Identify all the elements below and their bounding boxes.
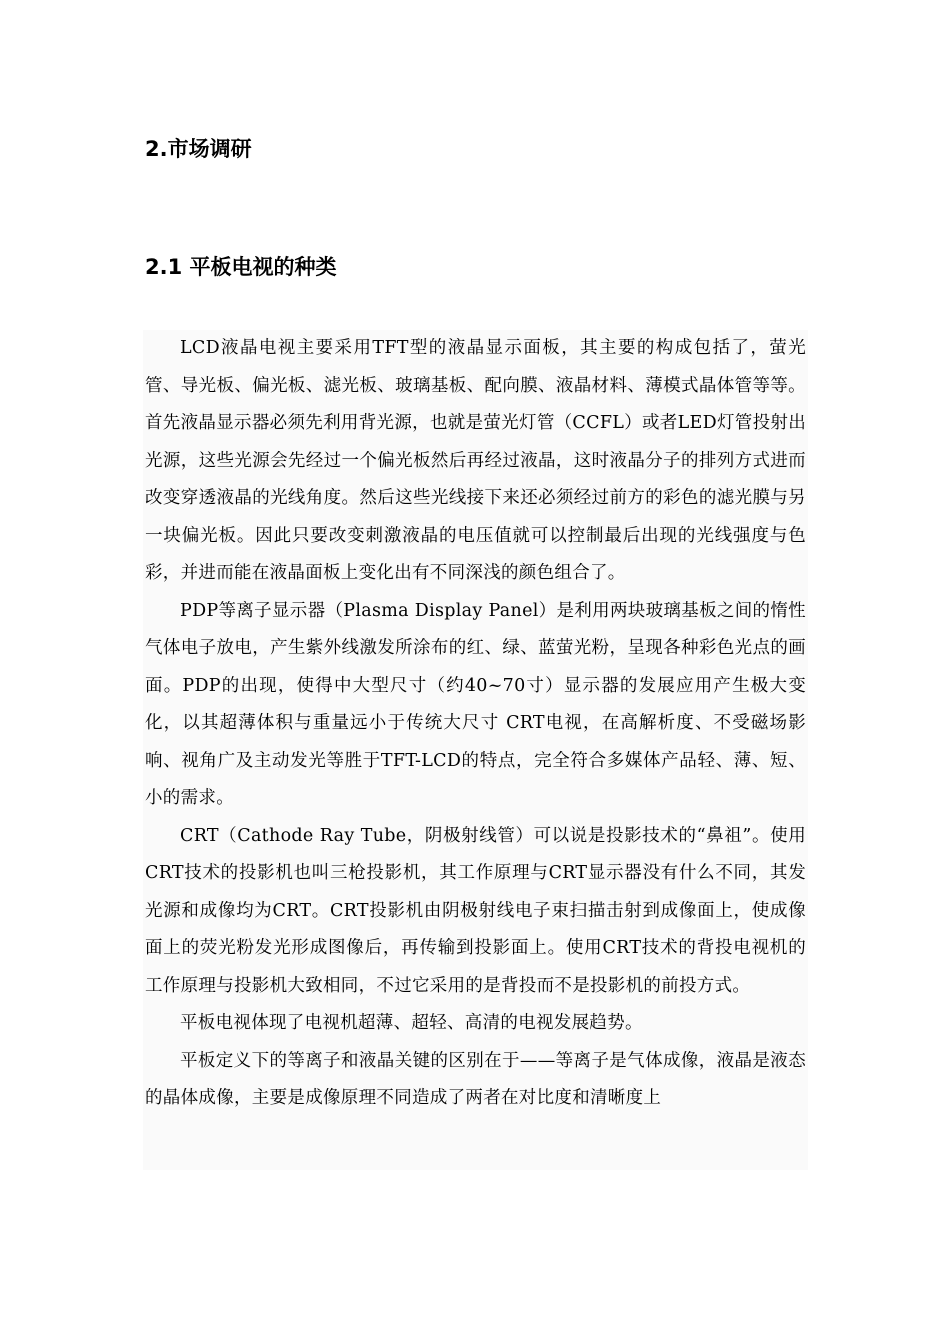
paragraph-trend: 平板电视体现了电视机超薄、超轻、高清的电视发展趋势。 <box>180 1013 643 1033</box>
paragraph-pdp: PDP等离子显示器（Plasma Display Panel）是利用两块玻璃基板之间的惰性气体电子放电，产生紫外线激发所涂布的红、绿、蓝萤光粉，呈现各种彩色光点的画面。PDP的出现，使得中大型尺寸（约40~70寸）显示器的发展应用产生极大变化，以其超薄体积与重量远小于传统大尺寸 CRT电视，在高解析度、不受磁场影响、视角广及主动发光等胜于TFT-LCD的特点，完全符合多媒体产品轻、薄、短、小的需求。 <box>145 600 806 808</box>
section-heading: 2.市场调研 <box>145 137 252 161</box>
paragraph-difference: 平板定义下的等离子和液晶关键的区别在于——等离子是气体成像，液晶是液态的晶体成像，主要是成像原理不同造成了两者在对比度和清晰度上 <box>145 1050 806 1108</box>
subsection-heading: 2.1 平板电视的种类 <box>145 255 337 279</box>
paragraph-crt: CRT（Cathode Ray Tube，阴极射线管）可以说是投影技术的“鼻祖”。使用CRT技术的投影机也叫三枪投影机，其工作原理与CRT显示器没有什么不同，其发光源和成像均为CRT。CRT投影机由阴极射线电子束扫描击射到成像面上，使成像面上的荧光粉发光形成图像后，再传输到投影面上。使用CRT技术的背投电视机的工作原理与投影机大致相同，不过它采用的是背投而不是投影机的前投方式。 <box>145 825 806 996</box>
body-text-block <box>143 330 808 1170</box>
paragraph-lcd: LCD液晶电视主要采用TFT型的液晶显示面板，其主要的构成包括了，萤光管、导光板、偏光板、滤光板、玻璃基板、配向膜、液晶材料、薄模式晶体管等等。首先液晶显示器必须先利用背光源，也就是萤光灯管（CCFL）或者LED灯管投射出光源，这些光源会先经过一个偏光板然后再经过液晶，这时液晶分子的排列方式进而改变穿透液晶的光线角度。然后这些光线接下来还必须经过前方的彩色的滤光膜与另一块偏光板。因此只要改变刺激液晶的电压值就可以控制最后出现的光线强度与色彩，并进而能在液晶面板上变化出有不同深浅的颜色组合了。 <box>145 338 806 583</box>
